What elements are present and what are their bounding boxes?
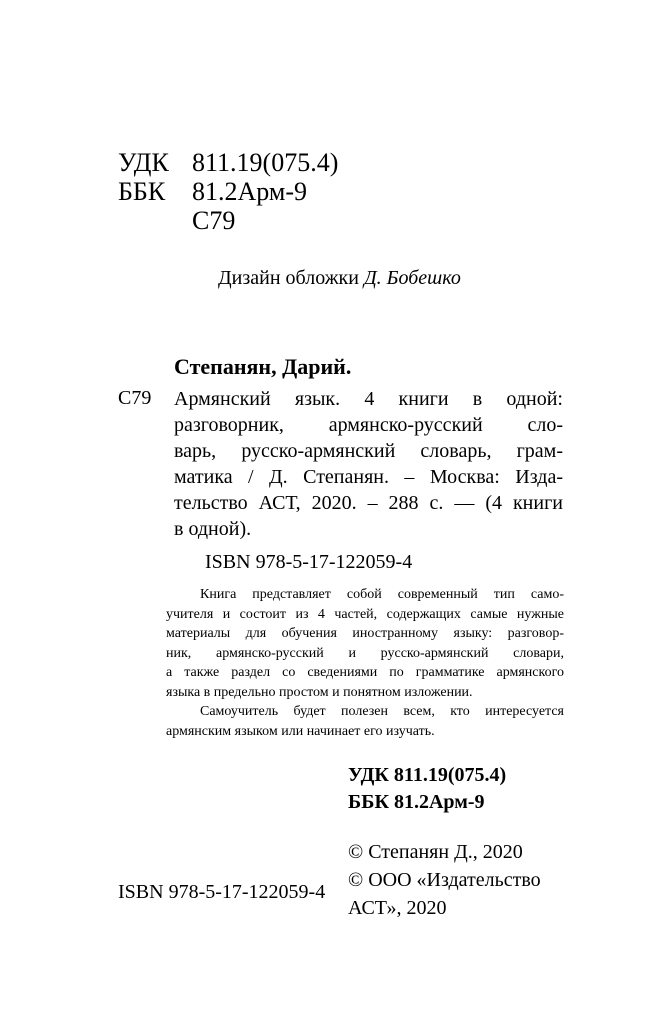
cover-designer-name: Д. Бобешко [363,267,461,289]
description-line: варь, русско-армянский словарь, грам- [174,440,563,462]
description-line: разговорник, армянско-русский сло- [174,414,563,436]
bottom-bbk: ББК 81.2Арм-9 [348,791,485,813]
abstract-line: а также раздел со сведениями по грамматике армянского [166,665,564,680]
abstract-line: Книга представляет собой современный тип само- [200,587,564,602]
isbn-bottom: ISBN 978-5-17-122059-4 [118,881,326,903]
copyright-line: АСТ», 2020 [348,897,447,919]
bibliographic-description [174,386,563,542]
isbn-main: ISBN 978-5-17-122059-4 [205,551,413,573]
abstract-line: Самоучитель будет полезен всем, кто интересуется [200,704,564,719]
author-heading: Степанян, Дарий. [174,354,352,379]
copyright-line: © Степанян Д., 2020 [348,841,523,863]
description-line: в одной). [174,518,252,540]
abstract-line: учителя и состоит из 4 частей, содержащих самые нужные [166,606,564,622]
abstract-line: языка в предельно простом и понятном изложении. [166,684,473,700]
author-mark: С79 [192,206,236,235]
bbk-label: ББК [118,177,166,206]
udk-label: УДК [118,148,169,177]
abstract-line: ник, армянско-русский и русско-армянский словари, [166,645,564,661]
description-line: Армянский язык. 4 книги в одной: [174,388,563,410]
description-line: тельство АСТ, 2020. – 288 с. — (4 книги [174,492,563,514]
bottom-udk: УДК 811.19(075.4) [348,764,507,786]
abstract-line: материалы для обучения иностранному языку: разговор- [166,626,564,641]
abstract [166,585,564,741]
abstract-line: армянским языком или начинает его изучать. [166,723,435,739]
udk-value: 811.19(075.4) [192,148,339,177]
copyright-line: © ООО «Издательство [348,869,541,891]
cover-design-credit [218,266,461,290]
description-line: матика / Д. Степанян. – Москва: Изда- [174,466,563,488]
bbk-value: 81.2Арм-9 [192,177,307,206]
author-mark-left: С79 [118,387,152,409]
cover-design-prefix: Дизайн обложки [218,267,364,289]
